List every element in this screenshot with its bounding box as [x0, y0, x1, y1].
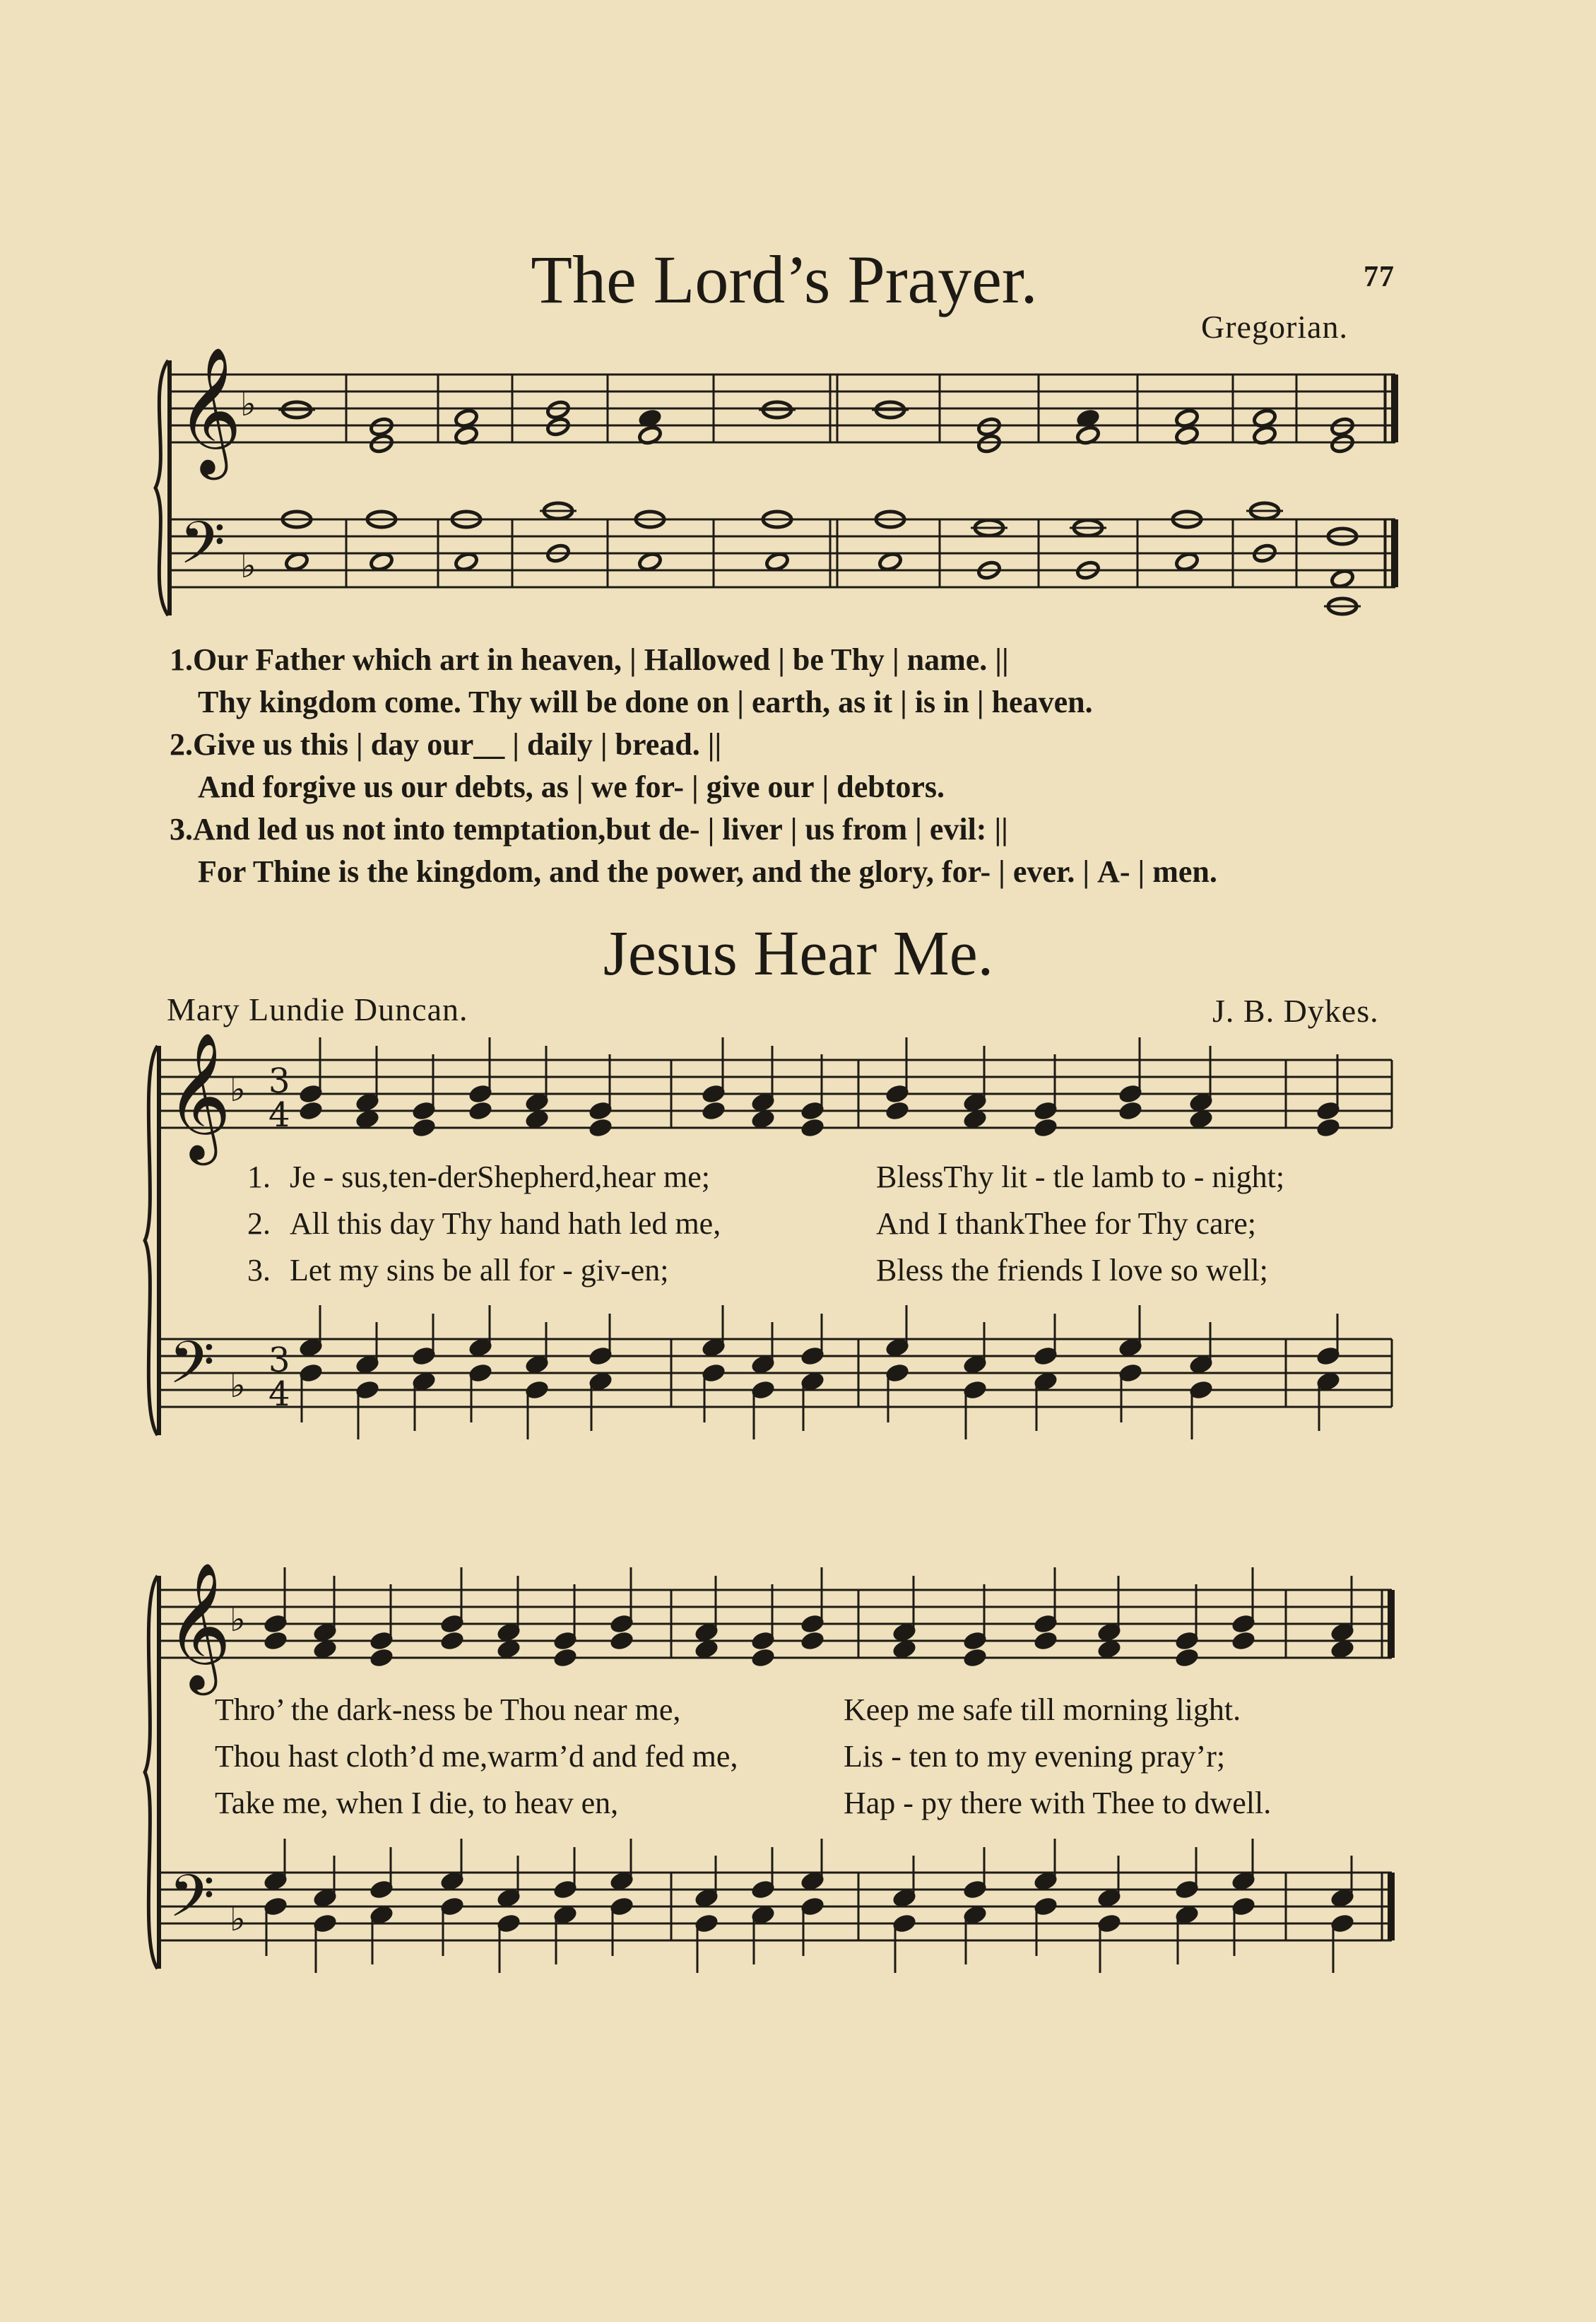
quarter-note: [885, 1100, 909, 1121]
hymn2-s1-verse-3: 3. Let my sins be all for - giv-en; Bless the friends I love so well;: [247, 1253, 1268, 1287]
quarter-note: [892, 1639, 916, 1659]
quarter-note: [1231, 1630, 1255, 1651]
quarter-note: [1188, 1109, 1213, 1129]
quarter-note: [1033, 1117, 1058, 1138]
quarter-note: [800, 1117, 824, 1138]
treble-clef: 𝄞: [166, 1561, 232, 1690]
hymn2-composer: J. B. Dykes.: [1212, 993, 1379, 1029]
quarter-note: [962, 1647, 987, 1668]
hymn2-s1-verse-2: 2. All this day Thy hand hath led me, And I thankThee for Thy care;: [247, 1206, 1256, 1241]
quarter-note: [369, 1647, 394, 1668]
half-note: [545, 399, 570, 420]
system-brace: [155, 360, 168, 615]
time-signature: 4: [268, 1374, 290, 1414]
system-brace: [145, 1576, 158, 1969]
time-signature: 4: [268, 1095, 290, 1135]
hymn1-line-3: 2.Give us this | day our__ | daily | bread. ||: [170, 727, 722, 762]
quarter-note: [701, 1100, 726, 1121]
hymn2-s1-verse-1: 1. Je - sus,ten-derShepherd,hear me; BlessThy lit - tle lamb to - night;: [247, 1160, 1285, 1194]
quarter-note: [524, 1109, 549, 1129]
quarter-note: [468, 1100, 492, 1121]
quarter-note: [1316, 1117, 1340, 1138]
half-note: [976, 433, 1001, 454]
quarter-note: [588, 1117, 613, 1138]
hymn2-s2-verse-3: Take me, when I die, to heav en, Hap - py there with Thee to dwell.: [215, 1786, 1272, 1820]
hymn2-author: Mary Lundie Duncan.: [167, 991, 468, 1027]
quarter-note: [800, 1630, 824, 1651]
treble-clef: 𝄞: [166, 1031, 232, 1160]
key-flat: ♭: [230, 1070, 246, 1109]
hymn1-line-5: 3.And led us not into temptation,but de- | liver | us from | evil: ||: [170, 812, 1008, 847]
treble-clef: 𝄞: [177, 346, 242, 474]
quarter-note: [298, 1100, 323, 1121]
hymn1-composer: Gregorian.: [1201, 309, 1348, 345]
half-note: [369, 433, 394, 454]
hymn2-s2-verse-2: Thou hast cloth’d me,warm’d and fed me, Lis - ten to my evening pray’r;: [215, 1739, 1226, 1774]
half-note: [637, 551, 662, 572]
quarter-note: [263, 1630, 288, 1651]
half-note: [454, 551, 478, 572]
quarter-note: [694, 1639, 719, 1659]
quarter-note: [552, 1647, 577, 1668]
key-flat: ♭: [230, 1600, 246, 1639]
quarter-note: [1118, 1100, 1142, 1121]
half-note: [1330, 433, 1354, 454]
hymn1-line-2: Thy kingdom come. Thy will be done on | earth, as it | is in | heaven.: [198, 685, 1093, 719]
key-flat: ♭: [230, 1366, 246, 1405]
system-brace: [145, 1046, 158, 1435]
hymn1-title: The Lord’s Prayer.: [531, 242, 1038, 317]
half-note: [1330, 568, 1354, 589]
hymn2-s2-verse-1: Thro’ the dark-ness be Thou near me, Keep me safe till morning light.: [215, 1692, 1241, 1727]
bass-clef: 𝄢: [169, 1861, 215, 1945]
time-signature: 3: [268, 1061, 290, 1101]
key-flat: ♭: [230, 1899, 246, 1939]
half-note: [369, 416, 394, 437]
half-note: [976, 416, 1001, 437]
quarter-note: [750, 1647, 775, 1668]
hymn1-line-6: For Thine is the kingdom, and the power, and the glory, for- | ever. | A- | men.: [198, 854, 1217, 889]
quarter-note: [1330, 1639, 1354, 1659]
quarter-note: [439, 1630, 464, 1651]
quarter-note: [355, 1109, 379, 1129]
half-note: [877, 551, 902, 572]
quarter-note: [1174, 1647, 1199, 1668]
final-barline: [1391, 519, 1398, 587]
quarter-note: [411, 1117, 436, 1138]
key-flat: ♭: [240, 384, 256, 424]
half-note: [369, 551, 394, 572]
quarter-note: [750, 1109, 775, 1129]
final-barline: [1391, 375, 1398, 442]
half-note: [284, 551, 309, 572]
bass-clef: 𝄢: [179, 508, 225, 591]
quarter-note: [609, 1630, 634, 1651]
final-barline: [1388, 1873, 1395, 1940]
half-note: [1330, 416, 1354, 437]
final-barline: [1388, 1590, 1395, 1658]
half-note: [764, 551, 789, 572]
quarter-note: [1096, 1639, 1121, 1659]
key-flat: ♭: [240, 546, 256, 586]
hymn1-line-4: And forgive us our debts, as | we for- | give our | debtors.: [198, 770, 945, 804]
hymn2-title: Jesus Hear Me.: [603, 919, 994, 989]
quarter-note: [962, 1109, 987, 1129]
half-note: [1174, 551, 1199, 572]
half-note: [545, 416, 570, 437]
quarter-note: [496, 1639, 521, 1659]
time-signature: 3: [268, 1340, 290, 1380]
page-number: 77: [1364, 261, 1395, 293]
hymn1-line-1: 1.Our Father which art in heaven, | Hallowed | be Thy | name. ||: [170, 642, 1009, 677]
quarter-note: [312, 1639, 337, 1659]
bass-clef: 𝄢: [169, 1328, 215, 1411]
quarter-note: [1033, 1630, 1058, 1651]
